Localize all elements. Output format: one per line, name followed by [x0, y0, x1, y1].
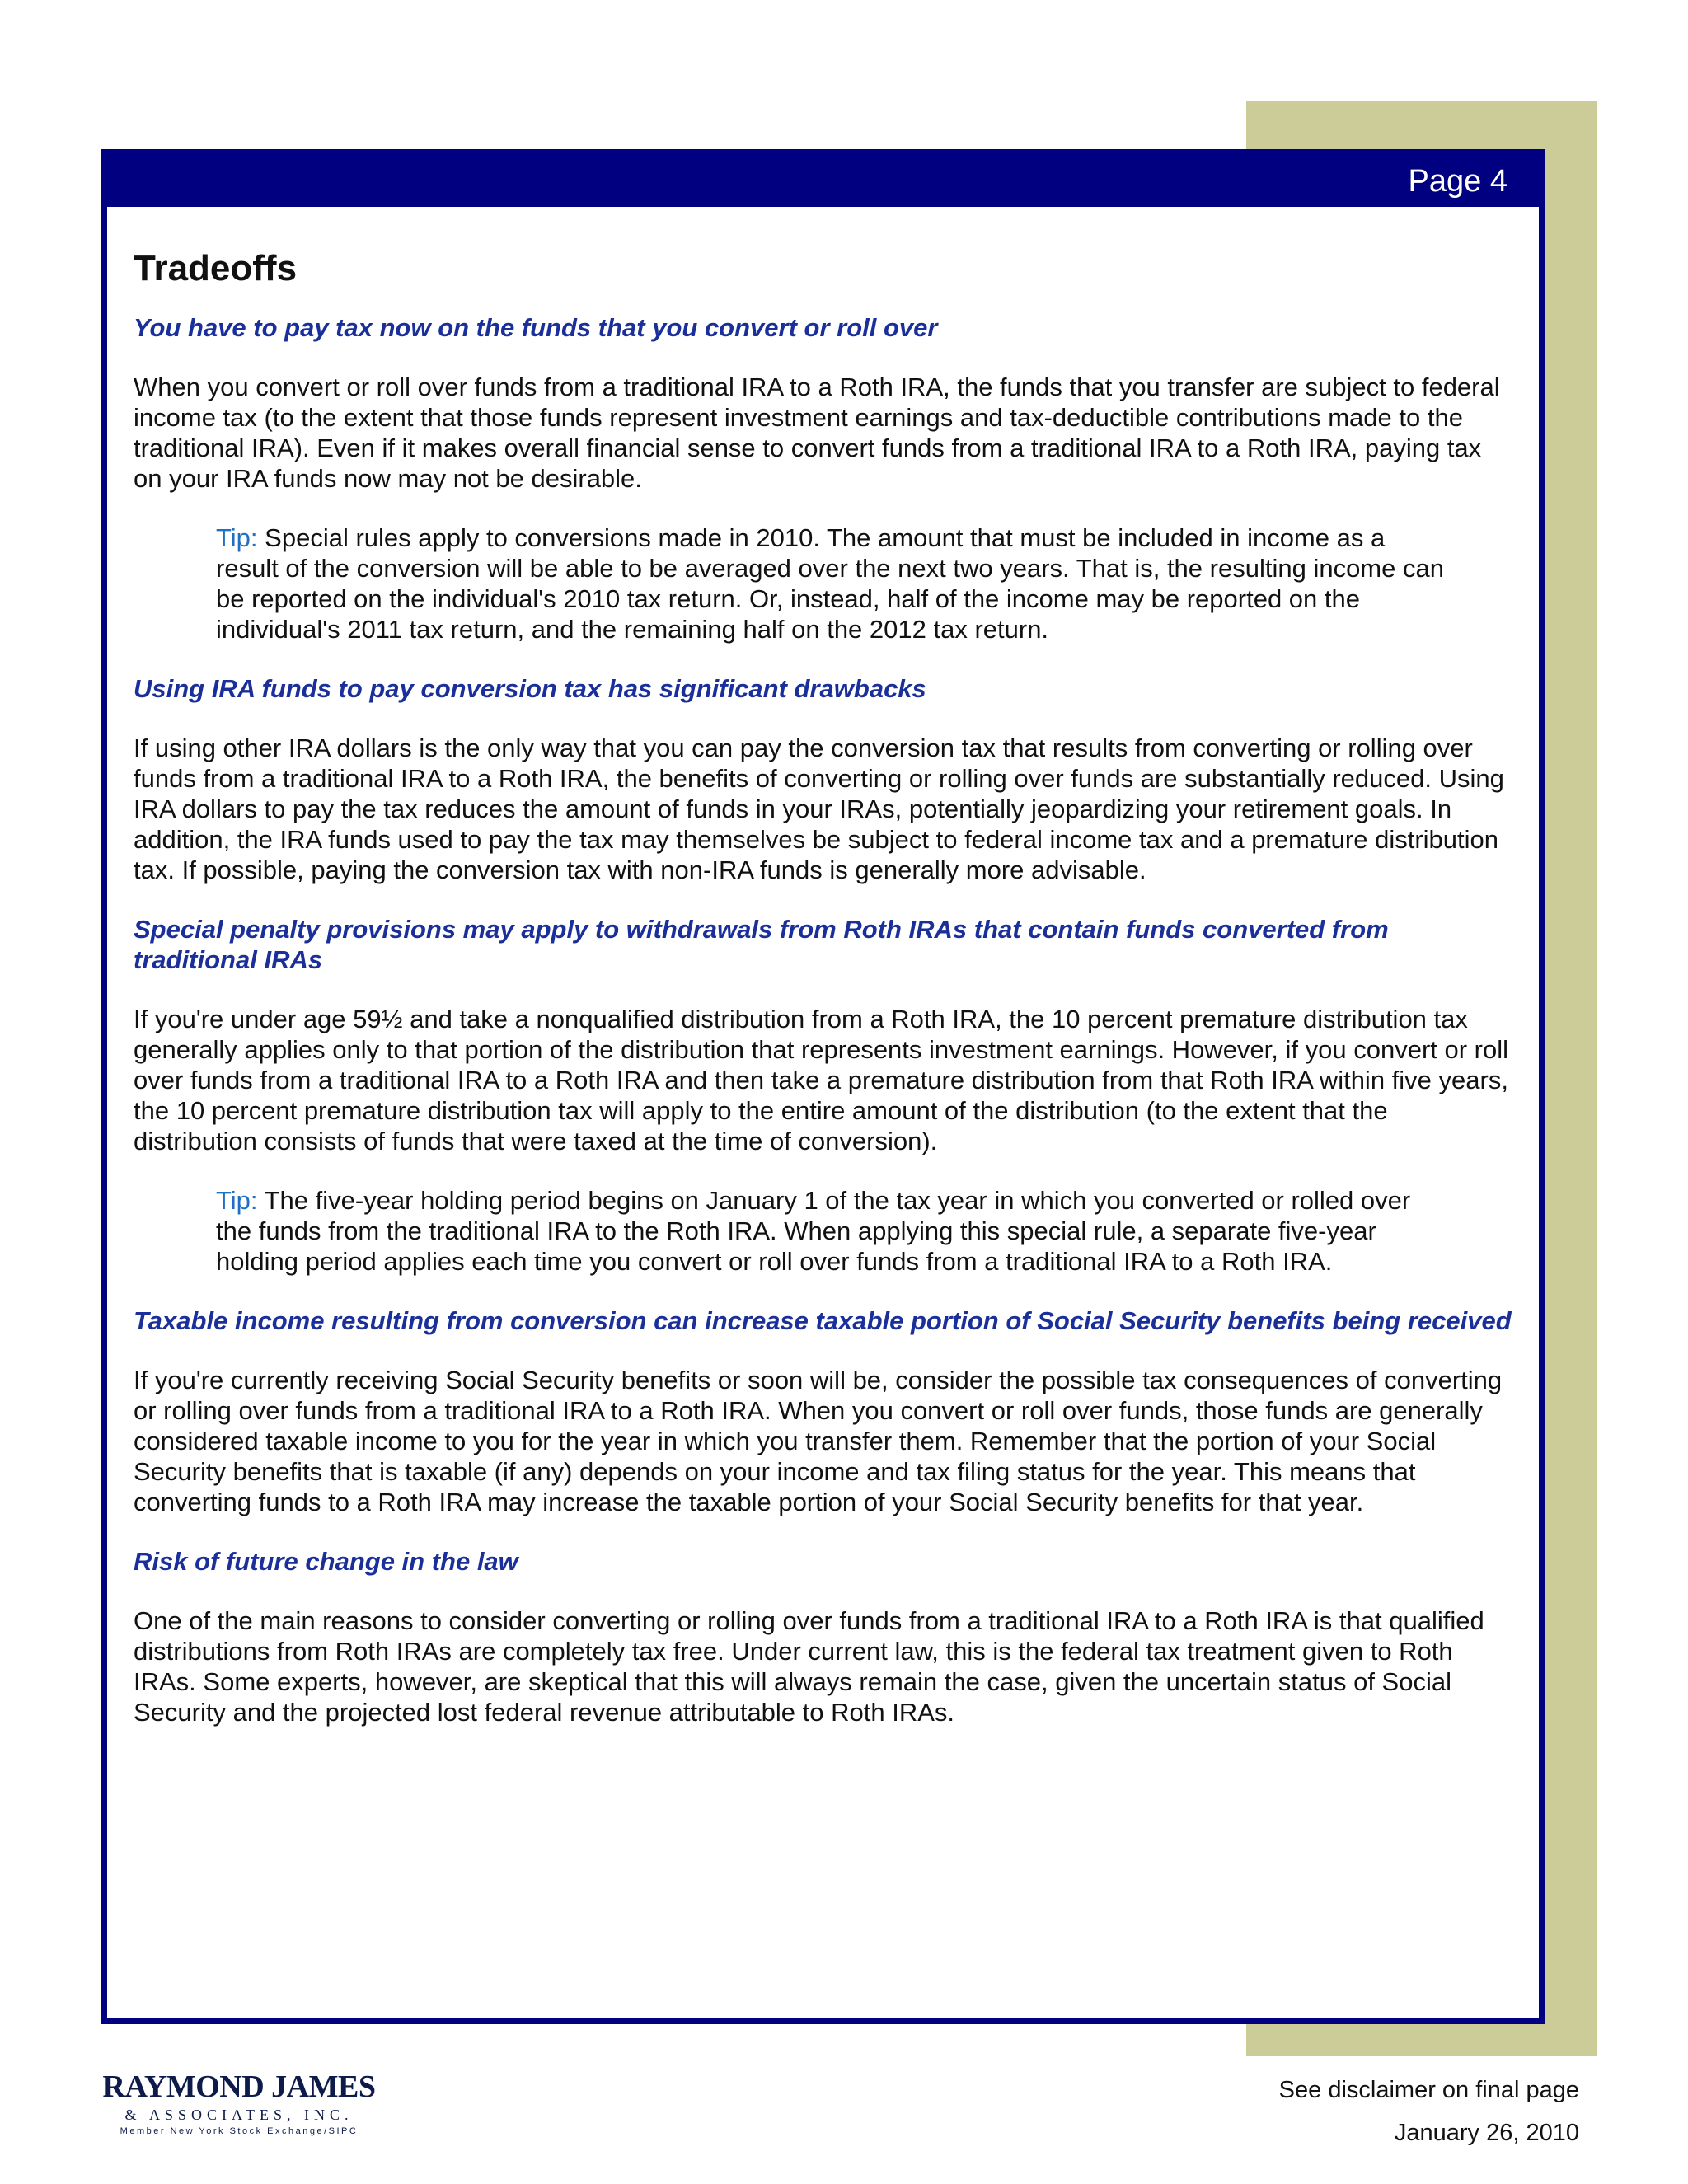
document-frame [101, 149, 1545, 2024]
body-paragraph: One of the main reasons to consider converting or rolling over funds from a traditional IRA to a Roth IRA is that qualified distributions from Roth IRAs are completely tax free. Under current law, this is the federal tax treatment given to Roth IRAs. Some experts, however, are skeptical that this will always remain the case, given the uncertain status of Social Security and the projected lost federal revenue attributable to Roth IRAs. [134, 1606, 1484, 1727]
page-number: Page 4 [1408, 163, 1507, 199]
body-paragraph: When you convert or roll over funds from a traditional IRA to a Roth IRA, the funds that you transfer are subject to federal income tax (to the extent that those funds represent investment earnings and tax-deductible contributions made to the traditional IRA). Even if it makes overall financial sense to convert funds from a traditional IRA to a Roth IRA, paying tax on your IRA funds now may not be desirable. [134, 373, 1500, 493]
publication-date: January 26, 2010 [1394, 2120, 1579, 2146]
page-header [107, 156, 1539, 207]
logo-main-text: RAYMOND JAMES [102, 2069, 376, 2104]
footer [1279, 2069, 1579, 2154]
subheading: Risk of future change in the law [134, 1547, 518, 1576]
body-paragraph: If you're currently receiving Social Security benefits or soon will be, consider the possible tax consequences of converting or rolling over funds from a traditional IRA to a Roth IRA. When you convert or roll over funds, those funds are generally considered taxable income to you for the year in which you transfer them. Remember that the portion of your Social Security benefits that is taxable (if any) depends on your income and tax filing status for the year. This means that converting funds to a Roth IRA may increase the taxable portion of your Social Security benefits for that year. [134, 1366, 1503, 1516]
body-paragraph: If you're under age 59½ and take a nonqualified distribution from a Roth IRA, the 10 percent premature distribution tax generally applies only to that portion of the distribution that represents investment earnings. However, if you convert or roll over funds from a traditional IRA to a Roth IRA and then take a premature distribution from that Roth IRA within five years, the 10 percent premature distribution tax will apply to the entire amount of the distribution (to the extent that the distribution consists of funds that were taxed at the time of conversion). [134, 1005, 1509, 1155]
tip-paragraph [216, 1185, 1514, 1277]
subheading: Taxable income resulting from conversion can increase taxable portion of Social Security benefits being received [134, 1306, 1512, 1335]
tip-paragraph [216, 523, 1514, 644]
subheading: You have to pay tax now on the funds that you convert or roll over [134, 313, 938, 342]
document-content [107, 207, 1539, 1727]
logo-sub-text: & ASSOCIATES, INC. [124, 2107, 354, 2123]
subheading: Special penalty provisions may apply to withdrawals from Roth IRAs that contain funds converted from traditional IRAs [134, 915, 1389, 974]
disclaimer-note: See disclaimer on final page [1278, 2077, 1579, 2103]
tip-text: Special rules apply to conversions made in 2010. The amount that must be included in income as a result of the conversion will be able to be averaged over the next two years. That is, the resulting income can be reported on the individual's 2010 tax return. Or, instead, half of the income may be reported on the individual's 2011 tax return, and the remaining half on the 2012 tax return. [216, 523, 1444, 644]
body-paragraph: If using other IRA dollars is the only way that you can pay the conversion tax that results from converting or rolling over funds from a traditional IRA to a Roth IRA, the benefits of converting or rolling over funds are substantially reduced. Using IRA dollars to pay the tax reduces the amount of funds in your IRAs, potentially jeopardizing your retirement goals. In addition, the IRA funds used to pay the tax may themselves be subject to federal income tax and a premature distribution tax. If possible, paying the conversion tax with non-IRA funds is generally more advisable. [134, 733, 1504, 884]
logo-member-text: Member New York Stock Exchange/SIPC [120, 2126, 359, 2136]
subheading: Using IRA funds to pay conversion tax has significant drawbacks [134, 674, 926, 703]
raymond-james-logo [99, 2069, 379, 2136]
tip-text: The five-year holding period begins on January 1 of the tax year in which you converted or rolled over the funds from the traditional IRA to the Roth IRA. When applying this special rule, a separate five-year holding period applies each time you convert or roll over funds from a traditional IRA to a Roth IRA. [216, 1186, 1411, 1276]
tip-label: Tip: [216, 523, 258, 552]
tip-label: Tip: [216, 1186, 258, 1215]
section-title: Tradeoffs [134, 248, 298, 288]
